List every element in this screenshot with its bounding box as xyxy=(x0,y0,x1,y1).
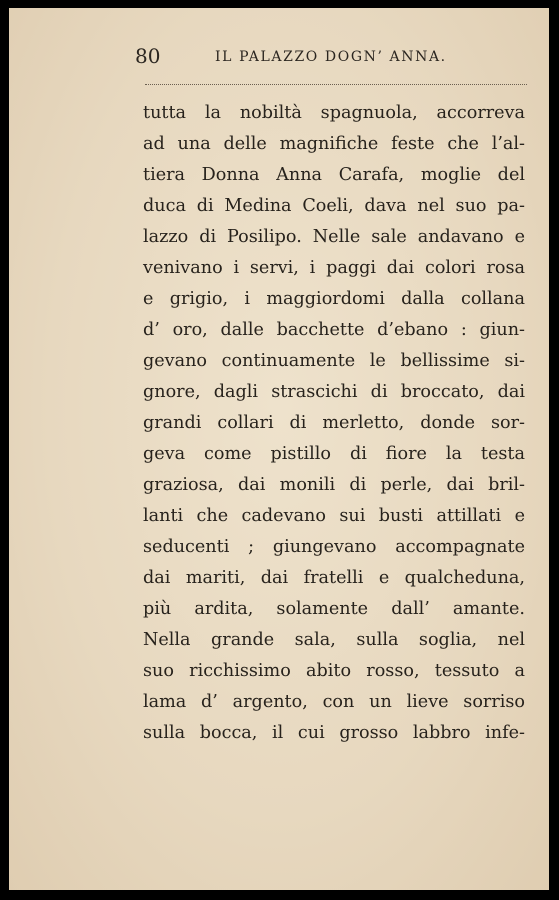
text-line: tiera Donna Anna Carafa, moglie del xyxy=(143,165,525,185)
text-line: Nella grande sala, sulla soglia, nel xyxy=(143,630,525,650)
text-line: venivano i servi, i paggi dai colori rosa xyxy=(143,258,525,278)
text-line: sulla bocca, il cui grosso labbro infe- xyxy=(143,723,525,743)
page-header xyxy=(135,44,525,74)
body-text xyxy=(143,98,525,749)
text-line: d’ oro, dalle bacchette d’ebano : giun- xyxy=(143,320,525,340)
header-rule xyxy=(145,84,527,85)
text-line: lama d’ argento, con un lieve sorriso xyxy=(143,692,525,712)
running-title: IL PALAZZO DOGN’ ANNA. xyxy=(215,49,447,65)
text-line: geva come pistillo di fiore la testa xyxy=(143,444,525,464)
text-line: grandi collari di merletto, donde sor- xyxy=(143,413,525,433)
text-line: gevano continuamente le bellissime si- xyxy=(143,351,525,371)
text-line: duca di Medina Coeli, dava nel suo pa- xyxy=(143,196,525,216)
text-line: suo ricchissimo abito rosso, tessuto a xyxy=(143,661,525,681)
text-line: graziosa, dai monili di perle, dai bril- xyxy=(143,475,525,495)
text-line: dai mariti, dai fratelli e qualcheduna, xyxy=(143,568,525,588)
text-line: lazzo di Posilipo. Nelle sale andavano e xyxy=(143,227,525,247)
text-line: tutta la nobiltà spagnuola, accorreva xyxy=(143,103,525,123)
page-number: 80 xyxy=(135,44,161,68)
text-line: più ardita, solamente dall’ amante. xyxy=(143,599,525,619)
text-line: ad una delle magnifiche feste che l’al- xyxy=(143,134,525,154)
book-page xyxy=(9,8,549,890)
text-line: seducenti ; giungevano accompagnate xyxy=(143,537,525,557)
text-line: lanti che cadevano sui busti attillati e xyxy=(143,506,525,526)
text-line: gnore, dagli strascichi di broccato, dai xyxy=(143,382,525,402)
text-line: e grigio, i maggiordomi dalla collana xyxy=(143,289,525,309)
